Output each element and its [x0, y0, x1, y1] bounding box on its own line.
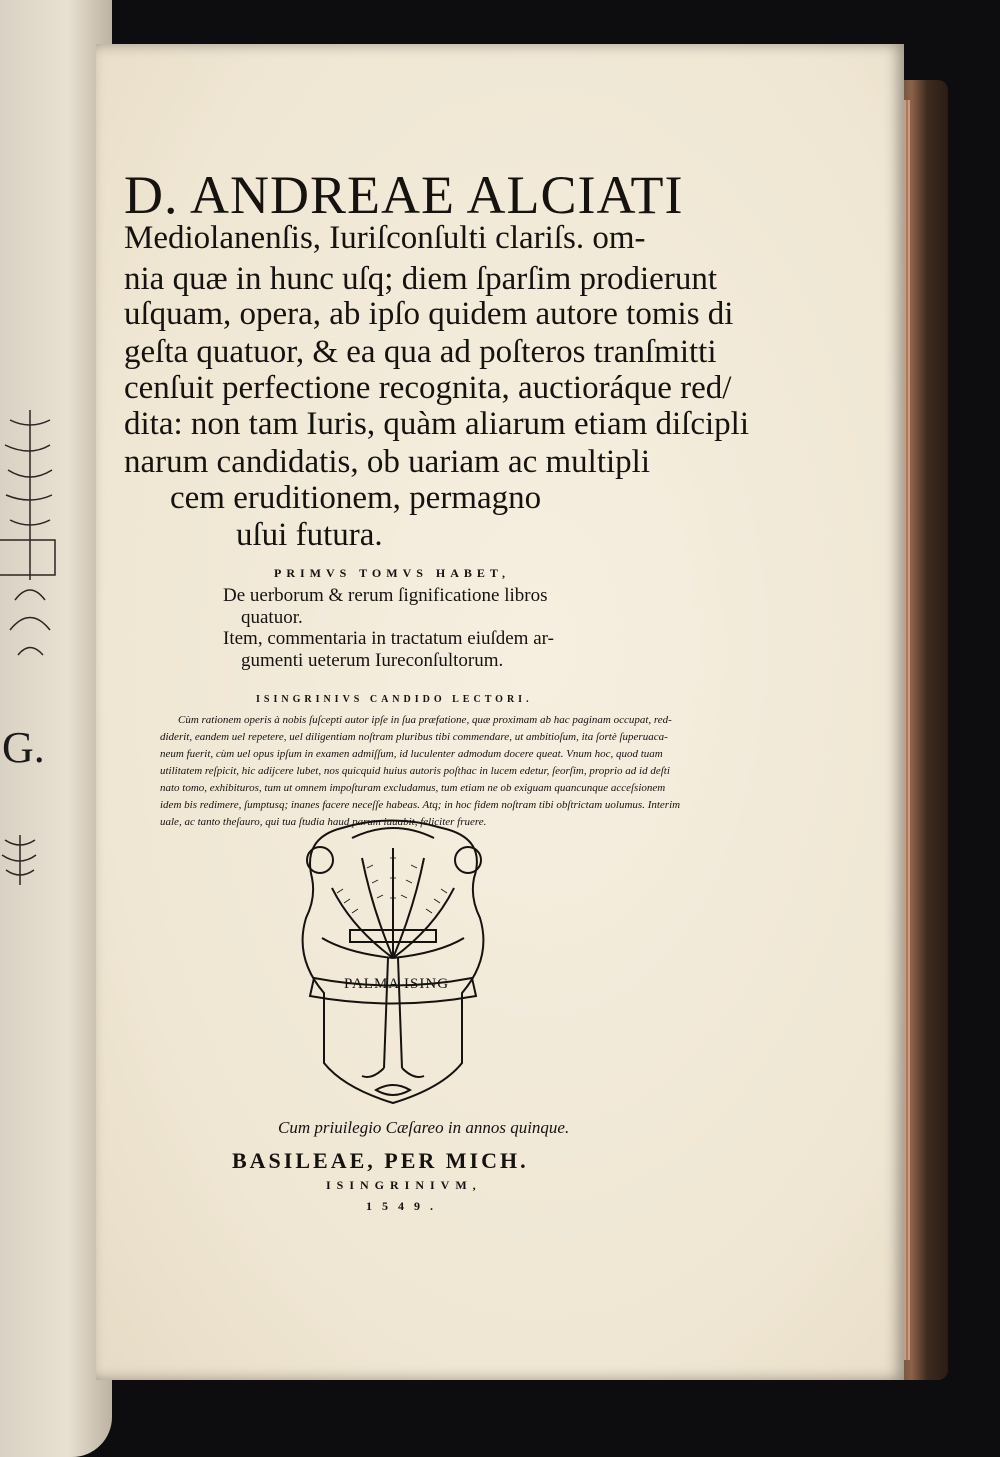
left-page-foliage-fragment-icon — [0, 830, 40, 890]
preface-heading: ISINGRINIVS CANDIDO LECTORI. — [256, 694, 533, 705]
left-page-woodcut-fragment-icon — [0, 400, 60, 700]
preface-line: idem bis redimere, ſumptusq; inanes facere neceſſe habeas. Atq; in hoc fidem noſtram tibi obſtrictam uolumus. Interim — [160, 799, 681, 811]
privilege-statement: Cum priuilegio Cæſareo in annos quinque. — [278, 1118, 570, 1137]
left-page-initial-letter: G. — [2, 723, 45, 772]
preface-line: nato tomo, exhibituros, tum ut omnem impoſturam excludamus, tum etiam ne ob exiguam quancunque acceſsionem — [160, 782, 666, 794]
preface-line: uale, ac tanto theſauro, qui tua ſtudia haud parum iuuabit, feliciter fruere. — [160, 816, 487, 828]
contents-line: gumenti ueterum Iureconſultorum. — [241, 650, 504, 671]
preface-line: Cùm rationem operis à nobis ſuſcepti autor ipſe in ſua præfatione, quæ proximam ab hac paginam occupat, red- — [178, 714, 672, 726]
title-page — [96, 44, 904, 1380]
title-line: uſquam, opera, ab ipſo quidem autore tomis di — [124, 296, 734, 332]
title-line: narum candidatis, ob uariam ac multipli — [124, 444, 651, 480]
contents-line: quatuor. — [241, 607, 303, 628]
title-author: D. ANDREAE ALCIATI — [124, 165, 684, 225]
contents-line: De uerborum & rerum ſignificatione libros — [223, 585, 548, 606]
device-banner-text: PALMA ISING — [344, 976, 450, 992]
title-line: nia quæ in hunc uſq; diem ſparſim prodierunt — [124, 261, 717, 297]
title-line: geſta quatuor, & ea qua ad poſteros tranſmitti — [124, 334, 717, 370]
contents-heading: PRIMVS TOMVS HABET, — [274, 566, 511, 580]
printers-device-palm-tree-icon — [292, 818, 494, 1110]
title-line: cem eruditionem, permagno — [170, 480, 542, 516]
preface-line: diderit, eandem uel repetere, uel diligentiam noſtram pluribus tibi commendare, ut ambitioſum, ita ſortè ſuperuaca- — [160, 731, 668, 743]
title-line: cenſuit perfectione recognita, auctioráque red/ — [124, 370, 732, 406]
contents-line: Item, commentaria in tractatum eiuſdem ar- — [223, 628, 554, 649]
imprint-place: BASILEAE, PER MICH. — [232, 1148, 529, 1173]
title-line: Mediolanenſis, Iuriſconſulti clariſs. om- — [124, 220, 646, 256]
title-line: uſui futura. — [236, 517, 383, 553]
preface-line: utilitatem reſpicit, hic adijcere lubet, nos quicquid huius autoris poſthac in lucem edetur, ſeorſim, proprio ad id deſti — [160, 765, 670, 777]
imprint-printer: ISINGRINIVM, — [326, 1178, 482, 1192]
imprint-year: 1549. — [366, 1199, 443, 1213]
title-line: dita: non tam Iuris, quàm aliarum etiam diſcipli — [124, 406, 750, 442]
preface-line: neum fuerit, cùm uel opus ipſum in examen admiſſum, id luculenter admodum docere queat. Vnum hoc, quod tuam — [160, 748, 663, 760]
